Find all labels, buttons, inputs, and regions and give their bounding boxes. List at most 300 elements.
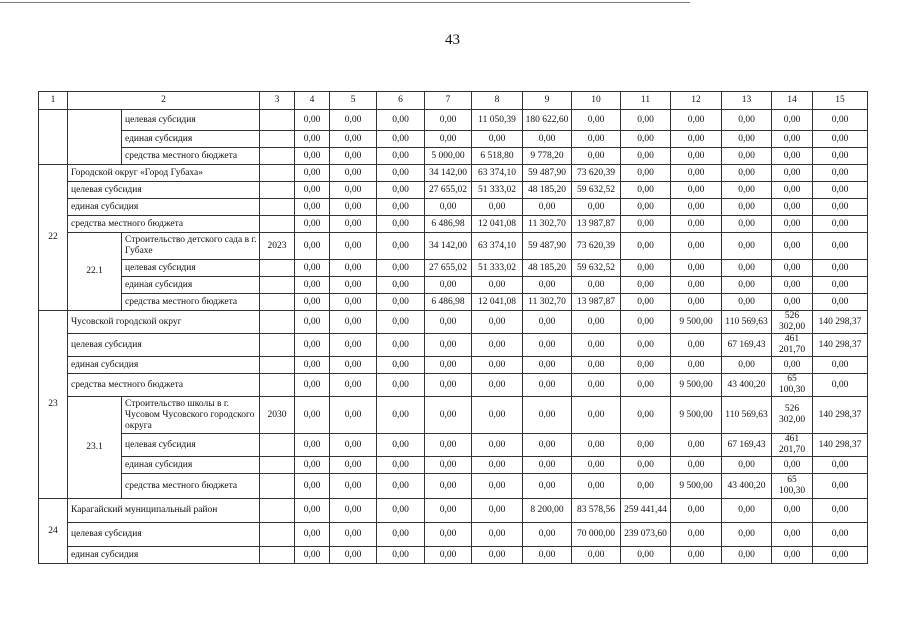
value-cell: 0,00 — [377, 499, 425, 523]
value-cell: 0,00 — [621, 434, 671, 457]
value-cell: 0,00 — [572, 148, 621, 165]
value-cell: 0,00 — [472, 457, 523, 474]
value-cell: 0,00 — [330, 374, 377, 397]
budget-table — [38, 91, 868, 564]
table-row — [39, 434, 868, 457]
value-cell: 0,00 — [472, 357, 523, 374]
value-cell: 0,00 — [330, 457, 377, 474]
value-cell: 0,00 — [772, 357, 813, 374]
year-cell — [260, 374, 295, 397]
year-cell — [260, 199, 295, 216]
year-cell — [260, 182, 295, 199]
value-cell: 0,00 — [295, 165, 330, 182]
value-cell: 239 073,60 — [621, 523, 671, 547]
value-cell: 0,00 — [621, 277, 671, 294]
value-cell: 0,00 — [621, 334, 671, 357]
table-row — [39, 499, 868, 523]
value-cell: 12 041,08 — [472, 294, 523, 311]
row-label-cell: Строительство школы в г. Чусовом Чусовского городского округа — [122, 397, 260, 434]
table-row — [39, 397, 868, 434]
value-cell: 461 201,70 — [772, 334, 813, 357]
value-cell: 0,00 — [425, 397, 472, 434]
value-cell: 0,00 — [377, 523, 425, 547]
value-cell: 0,00 — [813, 277, 868, 294]
value-cell: 0,00 — [377, 457, 425, 474]
value-cell: 0,00 — [671, 233, 722, 260]
value-cell: 9 500,00 — [671, 374, 722, 397]
value-cell: 0,00 — [813, 182, 868, 199]
value-cell: 0,00 — [295, 499, 330, 523]
value-cell: 0,00 — [722, 457, 772, 474]
row-number-cell — [39, 110, 68, 165]
table-row — [39, 457, 868, 474]
value-cell: 0,00 — [572, 131, 621, 148]
header-cell: 8 — [472, 92, 523, 110]
year-cell — [260, 474, 295, 499]
value-cell: 0,00 — [813, 457, 868, 474]
table-row — [39, 110, 868, 131]
value-cell: 0,00 — [671, 357, 722, 374]
value-cell: 0,00 — [671, 131, 722, 148]
value-cell: 0,00 — [572, 334, 621, 357]
value-cell: 67 169,43 — [722, 334, 772, 357]
table-row — [39, 294, 868, 311]
value-cell: 0,00 — [772, 233, 813, 260]
value-cell: 0,00 — [813, 374, 868, 397]
row-label-cell: единая субсидия — [122, 457, 260, 474]
value-cell: 0,00 — [572, 357, 621, 374]
table-row — [39, 216, 868, 233]
value-cell: 0,00 — [671, 182, 722, 199]
row-label-cell: Городской округ «Город Губаха» — [68, 165, 260, 182]
value-cell: 13 987,87 — [572, 216, 621, 233]
value-cell: 110 569,63 — [722, 397, 772, 434]
value-cell: 59 632,52 — [572, 182, 621, 199]
value-cell: 43 400,20 — [722, 374, 772, 397]
row-label-cell: средства местного бюджета — [68, 216, 260, 233]
value-cell: 0,00 — [772, 199, 813, 216]
value-cell: 59 487,90 — [523, 165, 572, 182]
value-cell: 0,00 — [621, 148, 671, 165]
value-cell: 0,00 — [813, 131, 868, 148]
year-cell — [260, 165, 295, 182]
row-label-cell: Строительство детского сада в г. Губахе — [122, 233, 260, 260]
row-label-cell: единая субсидия — [68, 357, 260, 374]
value-cell: 140 298,37 — [813, 397, 868, 434]
value-cell: 73 620,39 — [572, 233, 621, 260]
value-cell: 0,00 — [425, 277, 472, 294]
value-cell: 0,00 — [621, 311, 671, 334]
value-cell: 0,00 — [523, 374, 572, 397]
table-row — [39, 547, 868, 564]
value-cell: 0,00 — [377, 260, 425, 277]
value-cell: 0,00 — [377, 547, 425, 564]
value-cell: 140 298,37 — [813, 434, 868, 457]
value-cell: 0,00 — [295, 294, 330, 311]
value-cell: 0,00 — [772, 165, 813, 182]
value-cell: 0,00 — [722, 357, 772, 374]
value-cell: 0,00 — [671, 165, 722, 182]
value-cell: 0,00 — [330, 277, 377, 294]
header-cell: 11 — [621, 92, 671, 110]
value-cell: 43 400,20 — [722, 474, 772, 499]
value-cell: 0,00 — [472, 397, 523, 434]
value-cell: 0,00 — [572, 374, 621, 397]
value-cell: 0,00 — [813, 216, 868, 233]
value-cell: 0,00 — [523, 357, 572, 374]
value-cell: 0,00 — [572, 199, 621, 216]
value-cell: 0,00 — [330, 357, 377, 374]
value-cell: 0,00 — [772, 523, 813, 547]
row-label-cell: средства местного бюджета — [122, 148, 260, 165]
value-cell: 0,00 — [523, 474, 572, 499]
value-cell: 0,00 — [523, 131, 572, 148]
value-cell: 0,00 — [472, 311, 523, 334]
value-cell: 0,00 — [523, 523, 572, 547]
value-cell: 0,00 — [523, 434, 572, 457]
value-cell: 0,00 — [425, 110, 472, 131]
value-cell: 0,00 — [772, 457, 813, 474]
value-cell: 0,00 — [472, 523, 523, 547]
value-cell: 0,00 — [425, 474, 472, 499]
value-cell: 0,00 — [330, 148, 377, 165]
value-cell: 0,00 — [330, 499, 377, 523]
value-cell: 0,00 — [377, 110, 425, 131]
value-cell: 0,00 — [295, 457, 330, 474]
value-cell: 0,00 — [671, 547, 722, 564]
value-cell: 0,00 — [772, 110, 813, 131]
value-cell: 0,00 — [472, 499, 523, 523]
value-cell: 0,00 — [295, 110, 330, 131]
value-cell: 0,00 — [330, 434, 377, 457]
value-cell: 0,00 — [377, 216, 425, 233]
subsection-number-cell: 22.1 — [68, 233, 122, 311]
header-cell: 3 — [260, 92, 295, 110]
header-cell: 10 — [572, 92, 621, 110]
year-cell: 2023 — [260, 233, 295, 260]
table-row — [39, 233, 868, 260]
subsection-number-cell: 23.1 — [68, 397, 122, 499]
value-cell: 0,00 — [377, 233, 425, 260]
value-cell: 0,00 — [377, 148, 425, 165]
value-cell: 0,00 — [671, 199, 722, 216]
value-cell: 0,00 — [472, 334, 523, 357]
value-cell: 0,00 — [295, 523, 330, 547]
value-cell: 0,00 — [813, 357, 868, 374]
value-cell: 0,00 — [295, 260, 330, 277]
year-cell — [260, 334, 295, 357]
value-cell: 0,00 — [523, 457, 572, 474]
value-cell: 0,00 — [330, 182, 377, 199]
row-label-cell: единая субсидия — [122, 131, 260, 148]
table-row — [39, 374, 868, 397]
value-cell: 0,00 — [523, 311, 572, 334]
top-rule — [0, 2, 690, 3]
value-cell: 0,00 — [772, 547, 813, 564]
table-row — [39, 148, 868, 165]
value-cell: 0,00 — [813, 165, 868, 182]
year-cell — [260, 148, 295, 165]
table-row — [39, 357, 868, 374]
value-cell: 63 374,10 — [472, 165, 523, 182]
value-cell: 0,00 — [472, 199, 523, 216]
value-cell: 0,00 — [572, 434, 621, 457]
value-cell: 0,00 — [523, 547, 572, 564]
year-cell — [260, 216, 295, 233]
value-cell: 8 200,00 — [523, 499, 572, 523]
header-cell: 12 — [671, 92, 722, 110]
value-cell: 0,00 — [813, 499, 868, 523]
value-cell: 0,00 — [671, 216, 722, 233]
value-cell: 0,00 — [330, 397, 377, 434]
value-cell: 180 622,60 — [523, 110, 572, 131]
value-cell: 0,00 — [295, 334, 330, 357]
value-cell: 6 518,80 — [472, 148, 523, 165]
value-cell: 0,00 — [330, 474, 377, 499]
row-label-cell: целевая субсидия — [68, 182, 260, 199]
row-label-cell: целевая субсидия — [68, 334, 260, 357]
value-cell: 0,00 — [722, 233, 772, 260]
value-cell: 0,00 — [621, 110, 671, 131]
value-cell: 0,00 — [772, 260, 813, 277]
value-cell: 0,00 — [295, 131, 330, 148]
value-cell: 0,00 — [772, 499, 813, 523]
value-cell: 0,00 — [813, 233, 868, 260]
value-cell: 0,00 — [572, 311, 621, 334]
value-cell: 0,00 — [722, 277, 772, 294]
value-cell: 0,00 — [621, 547, 671, 564]
year-cell — [260, 457, 295, 474]
value-cell: 27 655,02 — [425, 182, 472, 199]
value-cell: 0,00 — [295, 547, 330, 564]
value-cell: 0,00 — [377, 277, 425, 294]
value-cell: 0,00 — [330, 311, 377, 334]
year-cell — [260, 547, 295, 564]
value-cell: 9 500,00 — [671, 311, 722, 334]
value-cell: 0,00 — [295, 397, 330, 434]
table-row — [39, 199, 868, 216]
value-cell: 11 302,70 — [523, 216, 572, 233]
row-label-cell: Чусовской городской округ — [68, 311, 260, 334]
value-cell: 65 100,30 — [772, 474, 813, 499]
value-cell: 140 298,37 — [813, 311, 868, 334]
value-cell: 0,00 — [671, 523, 722, 547]
table-row — [39, 334, 868, 357]
value-cell: 0,00 — [330, 260, 377, 277]
value-cell: 0,00 — [295, 199, 330, 216]
value-cell: 0,00 — [472, 547, 523, 564]
value-cell: 0,00 — [330, 216, 377, 233]
value-cell: 0,00 — [523, 397, 572, 434]
value-cell: 0,00 — [572, 110, 621, 131]
value-cell: 0,00 — [621, 294, 671, 311]
value-cell: 0,00 — [295, 357, 330, 374]
row-label-cell: средства местного бюджета — [122, 474, 260, 499]
value-cell: 0,00 — [330, 165, 377, 182]
header-row — [39, 92, 868, 110]
value-cell: 0,00 — [621, 216, 671, 233]
row-number-cell: 24 — [39, 499, 68, 564]
value-cell: 65 100,30 — [772, 374, 813, 397]
value-cell: 0,00 — [772, 148, 813, 165]
value-cell: 6 486,98 — [425, 216, 472, 233]
value-cell: 0,00 — [671, 260, 722, 277]
value-cell: 0,00 — [425, 311, 472, 334]
value-cell: 0,00 — [377, 199, 425, 216]
value-cell: 59 632,52 — [572, 260, 621, 277]
value-cell: 0,00 — [377, 434, 425, 457]
value-cell: 0,00 — [813, 294, 868, 311]
value-cell: 0,00 — [772, 131, 813, 148]
value-cell: 0,00 — [813, 474, 868, 499]
header-cell: 5 — [330, 92, 377, 110]
value-cell: 0,00 — [621, 199, 671, 216]
subsection-number-cell — [68, 110, 122, 165]
year-cell — [260, 110, 295, 131]
value-cell: 461 201,70 — [772, 434, 813, 457]
value-cell: 140 298,37 — [813, 334, 868, 357]
value-cell: 0,00 — [523, 199, 572, 216]
value-cell: 63 374,10 — [472, 233, 523, 260]
row-label-cell: Карагайский муниципальный район — [68, 499, 260, 523]
year-cell — [260, 499, 295, 523]
value-cell: 0,00 — [472, 131, 523, 148]
value-cell: 0,00 — [330, 523, 377, 547]
value-cell: 34 142,00 — [425, 165, 472, 182]
value-cell: 0,00 — [295, 216, 330, 233]
value-cell: 0,00 — [722, 199, 772, 216]
value-cell: 0,00 — [621, 165, 671, 182]
value-cell: 0,00 — [295, 233, 330, 260]
value-cell: 0,00 — [572, 474, 621, 499]
row-label-cell: целевая субсидия — [122, 434, 260, 457]
table-row — [39, 182, 868, 199]
value-cell: 0,00 — [295, 148, 330, 165]
table-row — [39, 311, 868, 334]
header-cell: 9 — [523, 92, 572, 110]
value-cell: 0,00 — [425, 434, 472, 457]
value-cell: 6 486,98 — [425, 294, 472, 311]
value-cell: 0,00 — [472, 374, 523, 397]
value-cell: 0,00 — [330, 547, 377, 564]
value-cell: 0,00 — [472, 474, 523, 499]
value-cell: 0,00 — [377, 294, 425, 311]
value-cell: 0,00 — [813, 199, 868, 216]
value-cell: 0,00 — [425, 499, 472, 523]
value-cell: 0,00 — [813, 110, 868, 131]
row-label-cell: средства местного бюджета — [68, 374, 260, 397]
table-row — [39, 131, 868, 148]
value-cell: 0,00 — [295, 311, 330, 334]
header-cell: 7 — [425, 92, 472, 110]
value-cell: 259 441,44 — [621, 499, 671, 523]
value-cell: 0,00 — [722, 499, 772, 523]
value-cell: 0,00 — [671, 334, 722, 357]
value-cell: 110 569,63 — [722, 311, 772, 334]
year-cell — [260, 260, 295, 277]
value-cell: 0,00 — [425, 457, 472, 474]
value-cell: 0,00 — [425, 199, 472, 216]
value-cell: 0,00 — [472, 277, 523, 294]
value-cell: 0,00 — [572, 277, 621, 294]
value-cell: 73 620,39 — [572, 165, 621, 182]
header-cell: 14 — [772, 92, 813, 110]
value-cell: 0,00 — [425, 131, 472, 148]
value-cell: 0,00 — [722, 165, 772, 182]
value-cell: 0,00 — [425, 374, 472, 397]
value-cell: 0,00 — [295, 474, 330, 499]
value-cell: 0,00 — [671, 457, 722, 474]
value-cell: 48 185,20 — [523, 260, 572, 277]
value-cell: 59 487,90 — [523, 233, 572, 260]
header-cell: 2 — [68, 92, 260, 110]
row-number-cell: 22 — [39, 165, 68, 311]
value-cell: 0,00 — [621, 260, 671, 277]
value-cell: 0,00 — [377, 182, 425, 199]
value-cell: 0,00 — [722, 260, 772, 277]
value-cell: 9 778,20 — [523, 148, 572, 165]
table-row — [39, 474, 868, 499]
value-cell: 34 142,00 — [425, 233, 472, 260]
value-cell: 0,00 — [523, 277, 572, 294]
value-cell: 0,00 — [621, 474, 671, 499]
value-cell: 0,00 — [425, 547, 472, 564]
header-cell: 4 — [295, 92, 330, 110]
value-cell: 0,00 — [425, 523, 472, 547]
value-cell: 0,00 — [295, 434, 330, 457]
row-label-cell: целевая субсидия — [68, 523, 260, 547]
value-cell: 0,00 — [772, 277, 813, 294]
table-row — [39, 277, 868, 294]
value-cell: 0,00 — [295, 277, 330, 294]
value-cell: 0,00 — [377, 131, 425, 148]
value-cell: 0,00 — [813, 523, 868, 547]
value-cell: 13 987,87 — [572, 294, 621, 311]
value-cell: 0,00 — [722, 148, 772, 165]
value-cell: 0,00 — [472, 434, 523, 457]
value-cell: 0,00 — [772, 182, 813, 199]
value-cell: 526 302,00 — [772, 397, 813, 434]
row-number-cell: 23 — [39, 311, 68, 499]
value-cell: 0,00 — [772, 216, 813, 233]
row-label-cell: единая субсидия — [68, 199, 260, 216]
year-cell — [260, 357, 295, 374]
value-cell: 0,00 — [377, 474, 425, 499]
value-cell: 67 169,43 — [722, 434, 772, 457]
value-cell: 0,00 — [621, 233, 671, 260]
value-cell: 0,00 — [621, 457, 671, 474]
value-cell: 0,00 — [330, 233, 377, 260]
table-row — [39, 165, 868, 182]
value-cell: 0,00 — [813, 148, 868, 165]
value-cell: 11 302,70 — [523, 294, 572, 311]
value-cell: 0,00 — [377, 165, 425, 182]
value-cell: 0,00 — [295, 374, 330, 397]
value-cell: 0,00 — [671, 434, 722, 457]
value-cell: 0,00 — [295, 182, 330, 199]
table-row — [39, 260, 868, 277]
value-cell: 0,00 — [572, 397, 621, 434]
value-cell: 0,00 — [722, 216, 772, 233]
value-cell: 9 500,00 — [671, 474, 722, 499]
value-cell: 48 185,20 — [523, 182, 572, 199]
header-cell: 15 — [813, 92, 868, 110]
value-cell: 0,00 — [722, 294, 772, 311]
row-label-cell: средства местного бюджета — [122, 294, 260, 311]
value-cell: 0,00 — [813, 260, 868, 277]
value-cell: 0,00 — [813, 547, 868, 564]
value-cell: 0,00 — [330, 294, 377, 311]
